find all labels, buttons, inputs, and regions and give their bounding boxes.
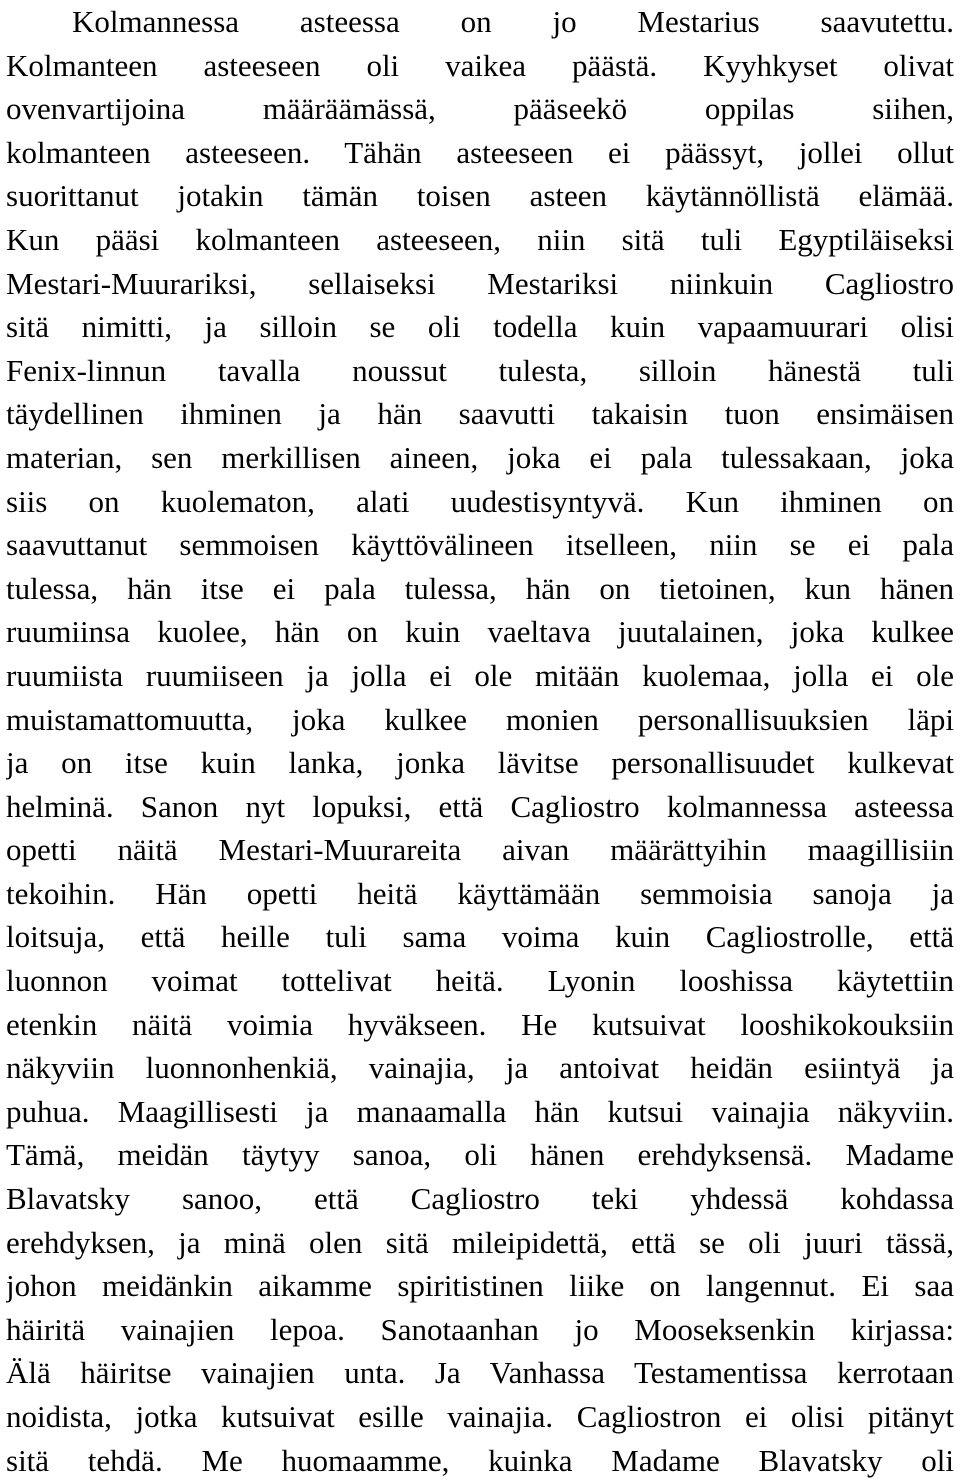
text-line: näkyviin luonnonhenkiä, vainajia, ja antoivat heidän esiintyä ja [6,1050,954,1086]
text-line: Kolmanteen asteeseen oli vaikea päästä. Kyyhkyset olivat [6,47,954,83]
text-line: häiritä vainajien lepoa. Sanotaanhan jo Mooseksenkin kirjassa: [6,1311,954,1347]
text-line: puhua. Maagillisesti ja manaamalla hän kutsui vainajia näkyviin. [6,1093,954,1129]
text-line: täydellinen ihminen ja hän saavutti takaisin tuon ensimäisen [6,396,954,432]
text-line: Kolmannessa asteessa on jo Mestarius saavutettu. [72,4,954,39]
text-line: tekoihin. Hän opetti heitä käyttämään semmoisia sanoja ja [6,875,954,911]
text-line: sitä nimitti, ja silloin se oli todella kuin vapaamuurari olisi [6,309,954,345]
text-line: Mestari-Muurariksi, sellaiseksi Mestariksi niinkuin Cagliostro [6,265,954,301]
text-line: etenkin näitä voimia hyväkseen. He kutsuivat looshikokouksiin [6,1006,954,1042]
text-line: luonnon voimat tottelivat heitä. Lyonin looshissa käytettiin [6,963,954,999]
text-line: noidista, jotka kutsuivat esille vainajia. Cagliostron ei olisi pitänyt [6,1399,954,1434]
text-line: saavuttanut semmoisen käyttövälineen itselleen, niin se ei pala [6,527,954,563]
text-line: Älä häiritse vainajien unta. Ja Vanhassa Testamentissa kerrotaan [6,1355,954,1391]
text-line: johon meidänkin aikamme spiritistinen liike on langennut. Ei saa [6,1268,954,1304]
text-line: Fenix-linnun tavalla noussut tulesta, silloin hänestä tuli [6,352,954,388]
text-line: Kun pääsi kolmanteen asteeseen, niin sitä tuli Egyptiläiseksi [6,221,954,257]
text-line: ovenvartijoina määräämässä, pääseekö oppilas siihen, [6,91,954,127]
text-line: Tämä, meidän täytyy sanoa, oli hänen erehdyksensä. Madame [6,1137,954,1173]
text-line: ruumiinsa kuolee, hän on kuin vaeltava juutalainen, joka kulkee [6,614,954,650]
text-line: opetti näitä Mestari-Muurareita aivan määrättyihin maagillisiin [6,832,954,868]
text-line: materian, sen merkillisen aineen, joka ei pala tulessakaan, joka [6,439,954,475]
text-line: tulessa, hän itse ei pala tulessa, hän on tietoinen, kun hänen [6,570,954,606]
text-line: sitä tehdä. Me huomaamme, kuinka Madame Blavatsky oli [6,1442,954,1478]
text-line: kolmanteen asteeseen. Tähän asteeseen ei päässyt, jollei ollut [6,134,954,170]
text-line: muistamattomuutta, joka kulkee monien personallisuuksien läpi [6,701,954,737]
text-line: helminä. Sanon nyt lopuksi, että Cagliostro kolmannessa asteessa [6,788,954,824]
text-line: loitsuja, että heille tuli sama voima kuin Cagliostrolle, että [6,919,954,955]
text-line: ja on itse kuin lanka, jonka lävitse personallisuudet kulkevat [6,745,954,781]
text-line: siis on kuolematon, alati uudestisyntyvä. Kun ihminen on [6,483,954,519]
text-line: suorittanut jotakin tämän toisen asteen käytännöllistä elämää. [6,178,954,214]
text-line: ruumiista ruumiiseen ja jolla ei ole mitään kuolemaa, jolla ei ole [6,657,954,693]
text-line: erehdyksen, ja minä olen sitä mileipidettä, että se oli juuri tässä, [6,1224,954,1260]
text-line: Blavatsky sanoo, että Cagliostro teki yhdessä kohdassa [6,1181,954,1217]
